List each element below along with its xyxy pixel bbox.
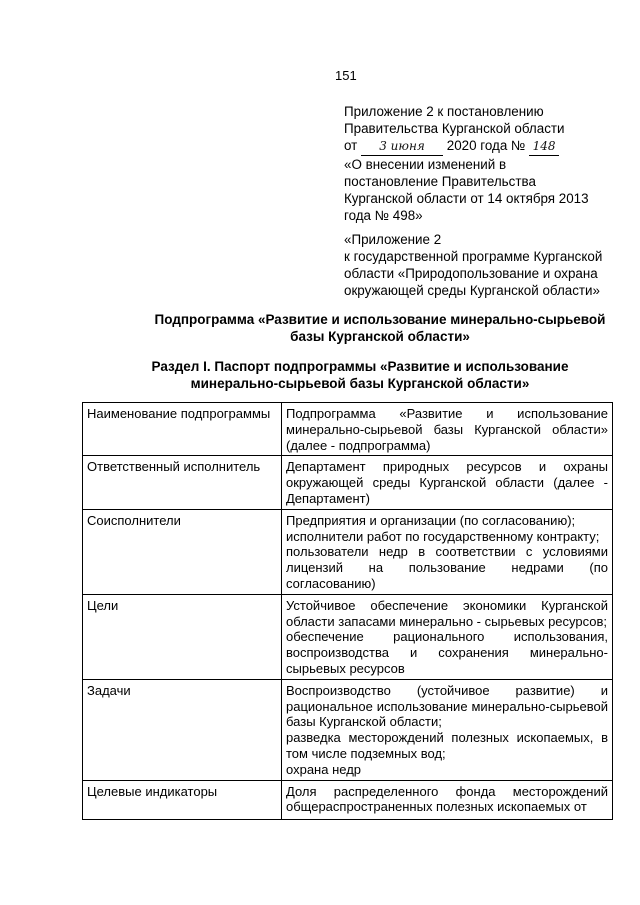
row-value-line: пользователи недр в соответствии с условиями лицензий на пользование недрами (по согласованию) <box>286 544 608 591</box>
row-value <box>282 679 613 780</box>
row-value-line: Устойчивое обеспечение экономики Курганской области запасами минерально - сырьевых ресурсов; <box>286 597 608 629</box>
row-value-line: охрана недр <box>286 761 362 777</box>
row-value-line: разведка месторождений полезных ископаемых, в том числе подземных вод; <box>286 730 608 761</box>
row-value-line: обеспечение рационального использования, воспроизводства и сохранения минерально-сырьевых ресурсов <box>286 629 608 676</box>
row-label: Ответственный исполнитель <box>83 456 282 509</box>
appendix2-line: «Приложение 2 <box>344 232 442 247</box>
table-row <box>83 594 613 679</box>
table-row <box>83 403 613 456</box>
row-label: Целевые индикаторы <box>83 780 282 819</box>
row-value <box>282 456 613 509</box>
subprogram-title-line: Подпрограмма «Развитие и использование минерально-сырьевой <box>154 312 606 327</box>
appendix-line: Правительства Курганской области <box>344 121 565 136</box>
appendix2-line: окружающей среды Курганской области» <box>344 283 600 298</box>
row-value <box>282 403 613 456</box>
row-value-line: Воспроизводство (устойчивое развитие) и рациональное использование минерально-сырьевой базы Курганской области; <box>286 682 608 730</box>
row-value-line: исполнители работ по государственному контракту; <box>286 528 600 544</box>
table-row <box>83 679 613 780</box>
table-row <box>83 780 613 819</box>
row-label: Цели <box>83 594 282 679</box>
table-row <box>83 456 613 509</box>
row-label: Задачи <box>83 679 282 780</box>
row-value <box>282 594 613 679</box>
row-value <box>282 509 613 594</box>
appendix-line: постановление Правительства <box>344 174 536 189</box>
subprogram-title <box>110 311 640 345</box>
section-title-line: Раздел I. Паспорт подпрограммы «Развитие и использование <box>151 359 569 374</box>
appendix2-line: к государственной программе Курганской <box>344 249 603 264</box>
appendix-date-line <box>344 137 624 156</box>
section-title <box>90 358 630 392</box>
subprogram-title-line: базы Курганской области» <box>290 329 470 344</box>
appendix2-header <box>344 231 624 299</box>
row-value-line: Подпрограмма «Развитие и использование минерально-сырьевой базы Курганской области» (далее - подпрограмма) <box>286 406 608 453</box>
appendix-line: года № 498» <box>344 208 423 223</box>
appendix2-line: области «Природопользование и охрана <box>344 266 598 281</box>
appendix-header <box>344 103 624 224</box>
page-number: 151 <box>335 68 357 83</box>
appendix-line: Курганской области от 14 октября 2013 <box>344 191 589 206</box>
passport-table <box>82 402 613 820</box>
row-label: Наименование подпрограммы <box>83 403 282 456</box>
row-value-line: Доля распределенного фонда месторождений общераспространенных полезных ископаемых от <box>286 783 608 815</box>
handwritten-date: 3 июня <box>361 138 443 156</box>
appendix-line: Приложение 2 к постановлению <box>344 104 544 119</box>
section-title-line: минерально-сырьевой базы Курганской области» <box>190 376 530 391</box>
date-suffix: 2020 года № <box>446 138 526 153</box>
date-prefix: от <box>344 138 358 153</box>
table-row <box>83 509 613 594</box>
row-value-line: Департамент природных ресурсов и охраны окружающей среды Курганской области (далее - Департамент) <box>286 459 608 506</box>
row-value-line: Предприятия и организации (по согласованию); <box>286 512 576 528</box>
appendix-line: «О внесении изменений в <box>344 157 507 172</box>
row-label: Соисполнители <box>83 509 282 594</box>
row-value <box>282 780 613 819</box>
handwritten-number: 148 <box>529 138 559 156</box>
